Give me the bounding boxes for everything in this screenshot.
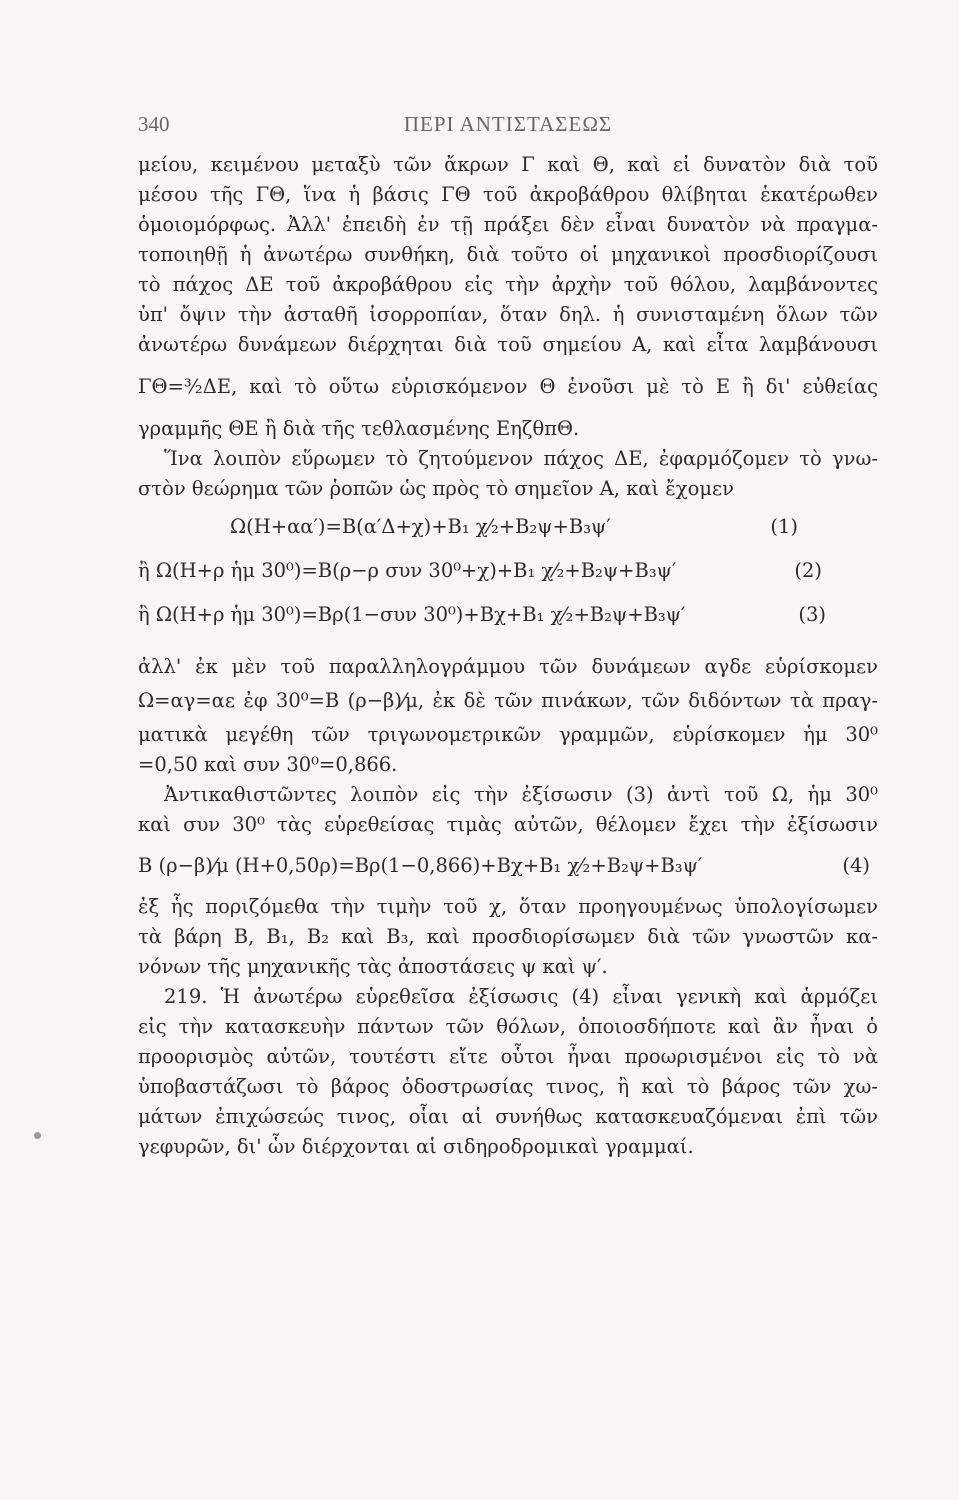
text-line: ἐξ ἧς ποριζόμεθα τὴν τιμὴν τοῦ χ, ὅταν προηγουμένως ὑπολογίσωμεν <box>138 895 878 918</box>
text-line: γεφυρῶν, δι' ὧν διέρχονται αἱ σιδηροδρομικαὶ γραμμαί. <box>138 1135 694 1158</box>
text-line: γραμμῆς ΘΕ ἢ διὰ τῆς τεθλασμένης ΕηζθπΘ. <box>138 417 580 440</box>
paragraph-3 <box>138 652 878 780</box>
equation-number: (3) <box>798 603 826 626</box>
text-line: εἰς τὴν κατασκευὴν πάντων τῶν θόλων, ὁποιοσδήποτε καὶ ἂν ἦναι ὁ <box>138 1015 878 1038</box>
text-line: ΓΘ=³⁄₂ΔΕ, καὶ τὸ οὕτω εὑρισκόμενον Θ ἑνοῦσι μὲ τὸ Ε ἢ δι' εὐθείας <box>138 375 878 398</box>
equation-text: ἢ Ω(Η+ρ ἡμ 30⁰)=Β(ρ−ρ συν 30⁰+χ)+Β₁ χ⁄₂+Β₂ψ+Β₃ψ′ <box>138 559 677 582</box>
equation-number: (4) <box>842 854 870 877</box>
paragraph-4 <box>138 780 878 840</box>
text-line: τοποιηθῇ ἡ ἀνωτέρω συνθήκη, διὰ τοῦτο οἱ μηχανικοὶ προσδιορίζουσι <box>138 243 878 266</box>
paragraph-5 <box>138 892 878 982</box>
equation-2 <box>138 556 878 600</box>
equation-block <box>138 512 878 644</box>
text-line: καὶ συν 30⁰ τὰς εὑρεθείσας τιμὰς αὐτῶν, θέλομεν ἔχει τὴν ἐξίσωσιν <box>138 813 878 836</box>
text-line: =0,50 καὶ συν 30⁰=0,866. <box>138 753 398 776</box>
text-line: ὑπ' ὄψιν τὴν ἀσταθῆ ἰσορροπίαν, ὅταν δηλ. ἡ συνισταμένη ὅλων τῶν <box>138 303 878 326</box>
paragraph-2 <box>138 444 878 504</box>
paragraph-6 <box>138 982 878 1162</box>
text-line: Ἵνα λοιπὸν εὕρωμεν τὸ ζητούμενον πάχος ΔΕ, ἐφαρμόζομεν τὸ γνω- <box>164 447 878 470</box>
text-line: τὰ βάρη Β, Β₁, Β₂ καὶ Β₃, καὶ προσδιορίσωμεν διὰ τῶν γνωστῶν κα- <box>138 925 878 948</box>
text-line: τὸ πάχος ΔΕ τοῦ ἀκροβάθρου εἰς τὴν ἀρχὴν τοῦ θόλου, λαμβάνοντες <box>138 273 878 296</box>
text-line: μείου, κειμένου μεταξὺ τῶν ἄκρων Γ καὶ Θ, καὶ εἰ δυνατὸν διὰ τοῦ <box>138 153 878 176</box>
text-line: ὑποβαστάζωσι τὸ βάρος ὁδοστρωσίας τινος, ἢ καὶ τὸ βάρος τῶν χω- <box>138 1075 878 1098</box>
equation-text: ἢ Ω(Η+ρ ἡμ 30⁰)=Βρ(1−συν 30⁰)+Βχ+Β₁ χ⁄₂+Β₂ψ+Β₃ψ′ <box>138 603 686 626</box>
text-line: ἀνωτέρω δυνάμεων διέρχηται διὰ τοῦ σημείου Α, καὶ εἶτα λαμβάνουσι <box>138 333 878 356</box>
page-number: 340 <box>138 112 170 136</box>
text-line: Ω=αγ=αε ἐφ 30⁰=Β (ρ−β)⁄μ, ἐκ δὲ τῶν πινάκων, τῶν διδόντων τὰ πραγ- <box>138 689 878 712</box>
paragraph-1 <box>138 150 878 444</box>
equation-text: Β (ρ−β)⁄μ (Η+0,50ρ)=Βρ(1−0,866)+Βχ+Β₁ χ⁄₂+Β₂ψ+Β₃ψ′ <box>138 854 703 877</box>
text-line: ματικὰ μεγέθη τῶν τριγωνομετρικῶν γραμμῶν, εὑρίσκομεν ἡμ 30⁰ <box>138 723 878 746</box>
equation-1 <box>138 512 878 556</box>
running-title: ΠΕΡΙ ΑΝΤΙΣΤΑΣΕΩΣ <box>403 112 613 136</box>
equation-text: Ω(Η+αα′)=Β(α′Δ+χ)+Β₁ χ⁄₂+Β₂ψ+Β₃ψ′ <box>230 515 611 538</box>
text-line: μάτων ἐπιχώσεώς τινος, οἷαι αἱ συνήθως κατασκευαζόμεναι ἐπὶ τῶν <box>138 1105 878 1128</box>
text-line: προορισμὸς αὐτῶν, τουτέστι εἴτε οὗτοι ἦναι προωρισμένοι εἰς τὸ νὰ <box>138 1045 878 1068</box>
text-line: 219. Ἡ ἀνωτέρω εὑρεθεῖσα ἐξίσωσις (4) εἶναι γενικὴ καὶ ἁρμόζει <box>164 985 878 1008</box>
text-line: μέσου τῆς ΓΘ, ἵνα ἡ βάσις ΓΘ τοῦ ἀκροβάθρου θλίβηται ἑκατέρωθεν <box>138 183 878 206</box>
equation-number: (2) <box>794 559 822 582</box>
text-line: νόνων τῆς μηχανικῆς τὰς ἀποστάσεις ψ καὶ ψ′. <box>138 955 608 978</box>
text-line: ἀλλ' ἐκ μὲν τοῦ παραλληλογράμμου τῶν δυνάμεων αγδε εὑρίσκομεν <box>138 655 878 678</box>
equation-4 <box>138 840 878 892</box>
equation-number: (1) <box>770 515 798 538</box>
equation-3 <box>138 600 878 644</box>
body-text <box>138 150 878 1162</box>
text-line: στὸν θεώρημα τῶν ῥοπῶν ὡς πρὸς τὸ σημεῖον Α, καὶ ἔχομεν <box>138 477 734 500</box>
text-line: ὁμοιομόρφως. Ἀλλ' ἐπειδὴ ἐν τῇ πράξει δὲν εἶναι δυνατὸν νὰ πραγμα- <box>138 213 878 236</box>
ink-spot <box>34 1132 41 1139</box>
page-header <box>138 112 878 142</box>
text-line: Ἀντικαθιστῶντες λοιπὸν εἰς τὴν ἐξίσωσιν (3) ἀντὶ τοῦ Ω, ἡμ 30⁰ <box>164 783 878 806</box>
